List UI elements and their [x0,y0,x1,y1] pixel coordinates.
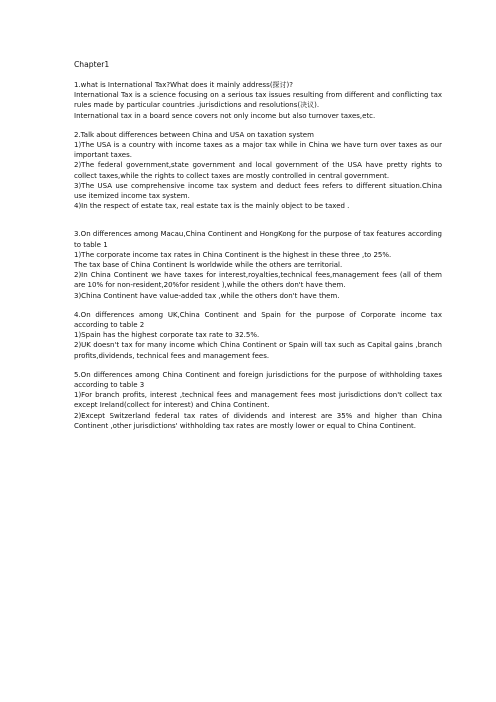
question-5: 5.On differences among China Continent and foreign jurisdictions for the purpose of withholding taxes according to table 3 [74,370,442,390]
question-2: 2.Talk about differences between China and USA on taxation system [74,130,314,139]
question-1: 1.what is International Tax?What does it mainly address(探讨)? [74,81,293,89]
section-4 [74,310,442,361]
answer-paragraph: International Tax is a science focusing on a serious tax issues resulting from different and conflicting tax rules made by particular countries .jurisdictions and resolutions(决议). [74,91,442,110]
answer-paragraph: International tax in a board sence covers not only income but also turnover taxes,etc. [74,111,376,120]
answer-paragraph: The tax base of China Continent ls worldwide while the others are territorial. [74,261,343,270]
section-5 [74,370,442,431]
answer-paragraph: 4)In the respect of estate tax, real estate tax is the mainly object to be taxed . [74,202,350,211]
answer-paragraph: 1)The corporate income tax rates in China Continent is the highest in these three ,to 25%. [74,250,392,259]
question-3: 3.On differences among Macau,China Continent and HongKong for the purpose of tax features according to table 1 [74,230,442,249]
section-3 [74,229,442,300]
spacer [74,220,442,229]
chapter-title: Chapter1 [74,60,110,69]
answer-paragraph: 1)Spain has the highest corporate tax rate to 32.5%. [74,331,260,340]
answer-paragraph: 2)Except Switzerland federal tax rates of dividends and interest are 35% and higher than China Continent ,other jurisdictions' withholding tax rates are mostly lower or equal to China Continent. [74,411,442,430]
answer-paragraph: 2)UK doesn't tax for many income which China Continent or Spain will tax such as Capital gains ,branch profits,dividends, technical fees and management fees. [74,341,442,360]
answer-paragraph: 1)For branch profits, interest ,technical fees and management fees most jurisdictions don't collect tax except Ireland(collect for interest) and China Continent. [74,391,442,410]
answer-paragraph: 2)The federal government,state government and local government of the USA have pretty rights to collect taxes,while the rights to collect taxes are mostly controlled in central government. [74,161,442,180]
question-4: 4.On differences among UK,China Continent and Spain for the purpose of Corporate income tax according to table 2 [74,310,442,330]
answer-paragraph: 3)The USA use comprehensive income tax system and deduct fees refers to different situation.China use itemized income tax system. [74,181,442,201]
section-2 [74,130,442,212]
answer-paragraph: 3)China Continent have value-added tax ,while the others don't have them. [74,291,340,300]
answer-paragraph: 1)The USA is a country with income taxes as a major tax while in China we have turn over taxes as our important taxes. [74,141,442,160]
answer-paragraph: 2)In China Continent we have taxes for interest,royalties,technical fees,management fees (all of them are 10% for non-resident,20%for resident ),while the others don't have them. [74,271,442,290]
section-1 [74,80,442,121]
